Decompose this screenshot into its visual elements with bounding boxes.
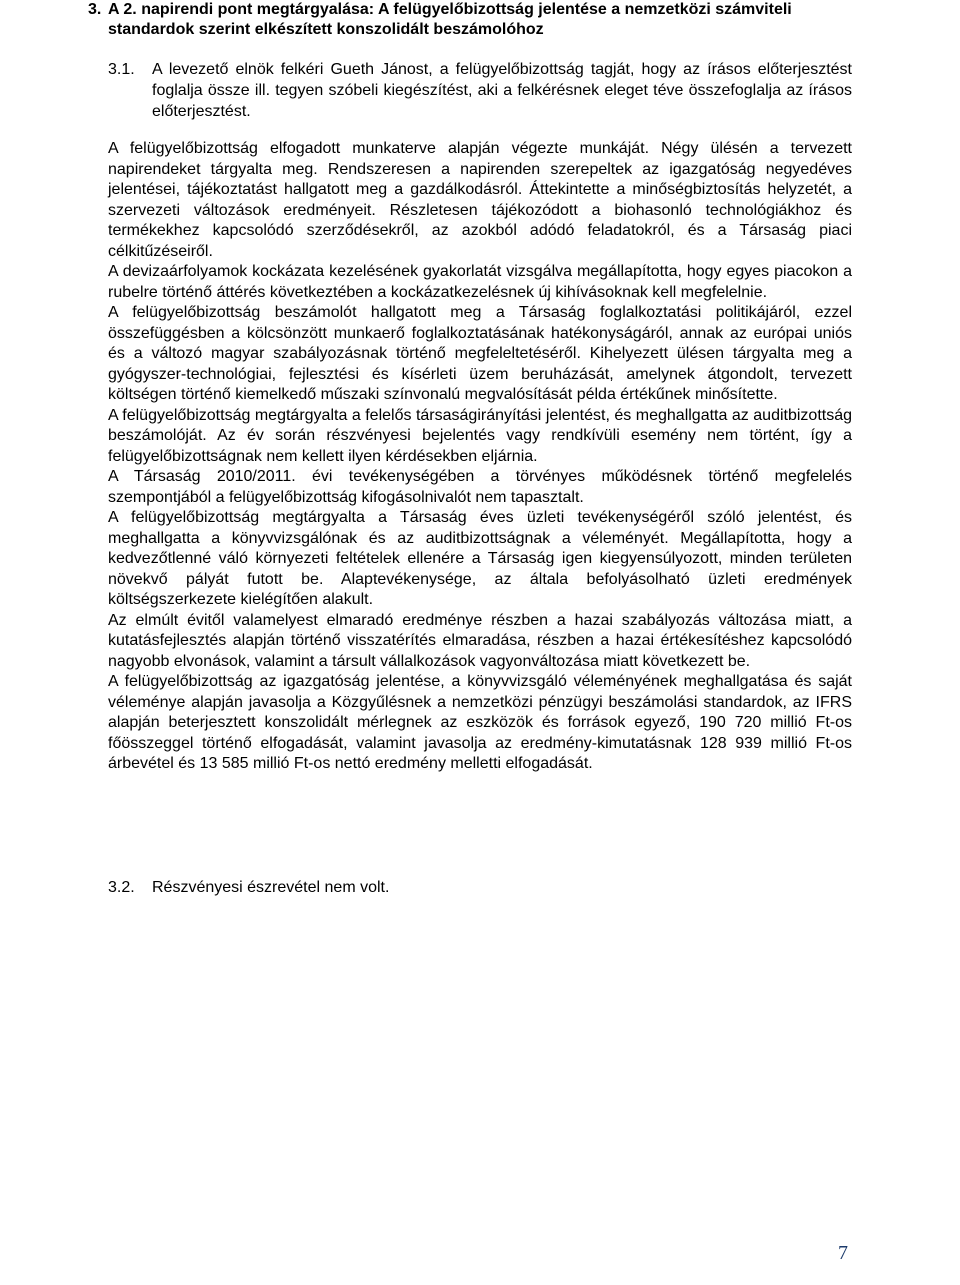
paragraph-1: A felügyelőbizottság elfogadott munkaterve alapján végezte munkáját. Négy ülésén a tervezett napirendeket tárgyalta meg. Rendszeresen a napirenden szerepeltek az igazgatóság negyedéves jelentései, tájékoztatást hallgatott meg a gazdálkodásról. Áttekintette a minőségbiztosítás helyzetét, a szervezeti változások eredményeit. Részletesen tájékozódott a biohasonló technológiákhoz és termékekhez kapcsolódó szerződésekről, az azokból adódó feladatokról, és a Társaság piaci célkitűzéseiről.	[108, 140, 852, 260]
page-number: 7	[838, 1242, 848, 1264]
section-3-2	[108, 877, 852, 898]
section-3-1-number: 3.1.	[108, 61, 135, 78]
heading-text: A 2. napirendi pont megtárgyalása: A felügyelőbizottság jelentése a nemzetközi számviteli standardok szerint elkészített konszolidált beszámolóhoz	[108, 1, 792, 38]
section-3-1-text: A levezető elnök felkéri Gueth Jánost, a felügyelőbizottság tagját, hogy az írásos előterjesztést foglalja össze ill. tegyen szóbeli kiegészítést, aki a felkérésnek eleget téve összefoglalja az írásos előterjesztést.	[152, 61, 852, 120]
section-3-2-number: 3.2.	[108, 879, 135, 896]
paragraph-3: A felügyelőbizottság beszámolót hallgatott meg a Társaság foglalkoztatási politikájáról, ezzel összefüggésben a kölcsönzött munkaerő foglalkoztatásának hatékonyságáról, annak az európai uniós és a változó magyar szabályozásnak történő megfeleltetéséről. Kihelyezett ülésen tárgyalta meg a gyógyszer-technológiai, fejlesztési és kísérleti üzem beruházását, amelynek átgondolt, tervezett költségen történő kiemelkedő műszaki színvonalú megvalósítását példa értékűnek minősítette.	[108, 304, 852, 403]
paragraph-7: Az elmúlt évitől valamelyest elmaradó eredménye részben a hazai szabályozás változása miatt, a kutatásfejlesztés alapján történő visszatérítés elmaradása, részben a hazai értékesítéshez kapcsolódó nagyobb elvonások, valamint a társult vállalkozások vagyonváltozása miatt következett be.	[108, 611, 852, 670]
paragraph-4: A felügyelőbizottság megtárgyalta a felelős társaságirányítási jelentést, és meghallgatta az auditbizottság beszámolóját. Az év során részvényesi bejelentés vagy rendkívüli esemény nem történt, így a felügyelőbizottságnak nem kellett ilyen kérdésekben eljárnia.	[108, 406, 852, 465]
agenda-item-heading	[88, 0, 852, 40]
section-3-2-text: Részvényesi észrevétel nem volt.	[152, 879, 390, 896]
report-body	[108, 139, 852, 775]
paragraph-6: A felügyelőbizottság megtárgyalta a Társaság éves üzleti tevékenységéről szóló jelentést, és meghallgatta a könyvvizsgálónak és az auditbizottságnak a véleményét. Megállapította, hogy a kedvezőtlenné váló környezeti feltételek ellenére a Társaság igen kiegyensúlyozott, minden területen növekvő pályát futott be. Alaptevékenysége, az általa befolyásolható üzleti eredmények költségszerkezete kielégítően alakult.	[108, 509, 852, 608]
paragraph-5: A Társaság 2010/2011. évi tevékenységében a törvényes működésnek történő megfelelés szempontjából a felügyelőbizottság kifogásolnivalót nem tapasztalt.	[108, 468, 852, 506]
section-3-1	[108, 59, 852, 122]
paragraph-2: A devizaárfolyamok kockázata kezelésének gyakorlatát vizsgálva megállapította, hogy egyes piacokon a rubelre történő áttérés következtében a kockázatkezelésnek új kihívásoknak kell megfelelnie.	[108, 263, 852, 301]
paragraph-8: A felügyelőbizottság az igazgatóság jelentése, a könyvvizsgáló véleményének meghallgatása és saját véleménye alapján javasolja a Közgyűlésnek a nemzetközi pénzügyi beszámolási standardok, az IFRS alapján beterjesztett konszolidált mérlegnek az eszközök és források egyező, 190 720 millió Ft-os főösszeggel történő elfogadását, valamint javasolja az eredmény-kimutatásnak 128 939 millió Ft-os árbevétel és 13 585 millió Ft-os nettó eredmény melletti elfogadását.	[108, 673, 852, 772]
heading-number: 3.	[88, 1, 102, 18]
